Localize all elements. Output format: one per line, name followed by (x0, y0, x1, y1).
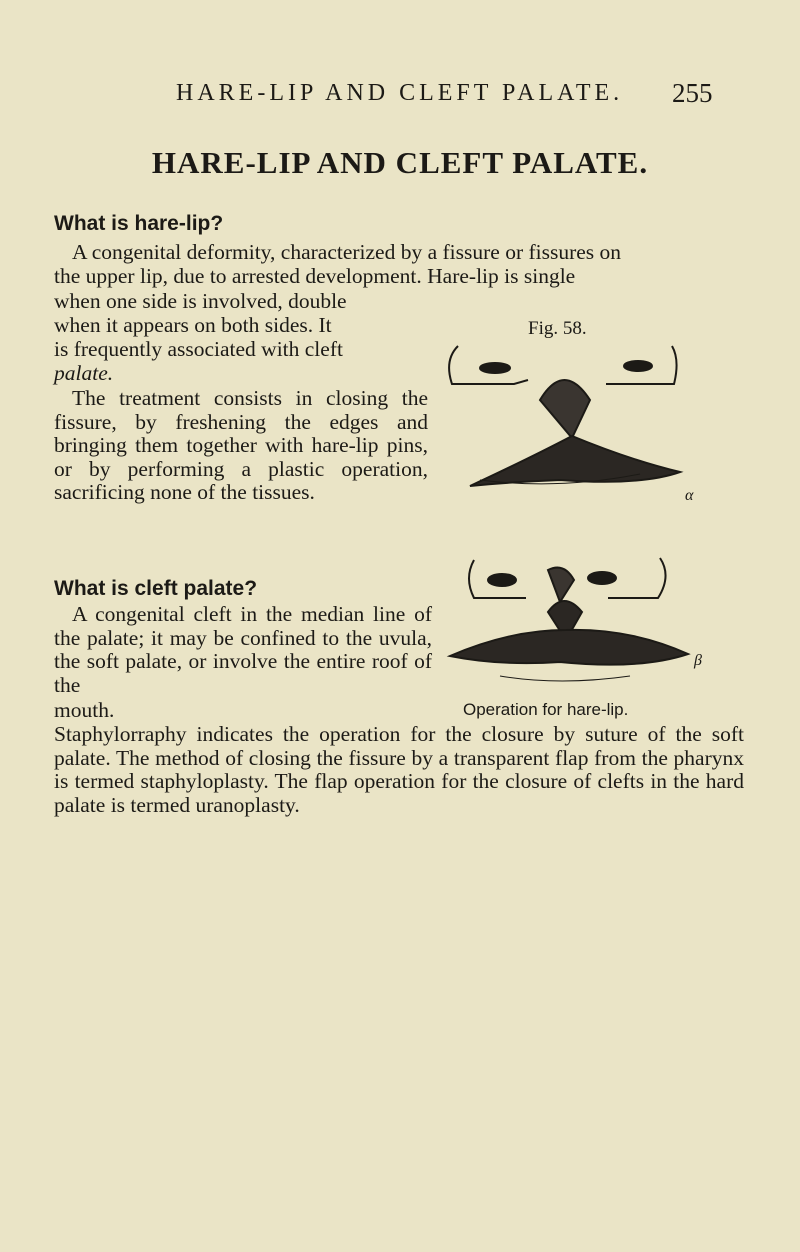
figure-label: Fig. 58. (528, 318, 587, 339)
hare-lip-definition-line5: is frequently associated with cleft (54, 337, 343, 361)
closing-paragraph: Staphylorraphy indicates the operation for the closure by suture of the soft palate. The method of closing the fissure by a transparent flap from the pharynx is termed staphyloplasty. The flap operation for the closure of clefts in the hard palate is termed uranoplasty. (54, 722, 744, 817)
running-head (0, 78, 800, 114)
hare-lip-definition-line4: when it appears on both sides. It (54, 313, 332, 337)
chapter-heading: HARE-LIP AND CLEFT PALATE. (151, 145, 649, 180)
cleft-palate-definition-end: mouth. (54, 698, 115, 722)
figure-letter-beta: β (694, 652, 702, 669)
figure-letter-alpha: α (685, 487, 694, 504)
hare-lip-definition-line6: palate. (54, 361, 114, 385)
figure-caption: Operation for hare-lip. (463, 700, 629, 719)
hare-lip-definition-line1: A congenital deformity, characterized by a fissure or fissures on (72, 240, 622, 264)
question-cleft-palate: What is cleft palate? (54, 577, 258, 600)
question-hare-lip: What is hare-lip? (54, 212, 224, 235)
figure-hare-lip-illustration (440, 340, 710, 700)
upper-lip-drawing (449, 346, 680, 486)
hare-lip-treatment: The treatment consists in closing the fissure, by freshening the edges and bringing them together with hare-lip pins, or by performing a plastic operation, sacrificing none of the tissues. (54, 386, 428, 505)
cleft-palate-definition: A congenital cleft in the median line of the palate; it may be confined to the uvula, the soft palate, or involve the entire roof of the (54, 602, 432, 697)
running-head-title: HARE-LIP AND CLEFT PALATE. (176, 80, 624, 106)
hare-lip-definition-line2: the upper lip, due to arrested development. Hare-lip is single (54, 264, 576, 288)
lower-lip-drawing (450, 558, 688, 681)
hare-lip-definition-line3: when one side is involved, double (54, 289, 347, 313)
page-number: 255 (672, 78, 713, 108)
